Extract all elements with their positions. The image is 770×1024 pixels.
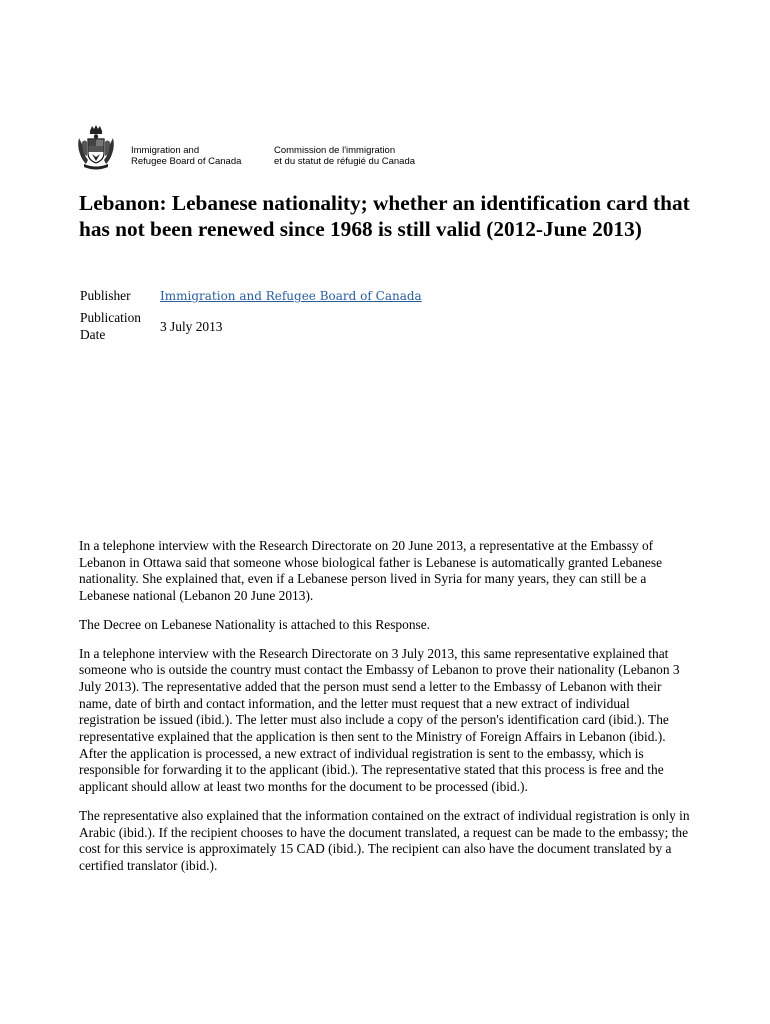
- org-name-en: [131, 145, 241, 167]
- canada-coat-of-arms-icon: [76, 124, 116, 170]
- publication-date-value: 3 July 2013: [160, 319, 223, 334]
- page-header: [76, 124, 696, 170]
- publisher-label: Publisher: [80, 288, 131, 303]
- org-name-fr-line2: et du statut de réfugié du Canada: [274, 156, 416, 167]
- paragraph: In a telephone interview with the Research Directorate on 3 July 2013, this same representative explained that someone who is outside the country must contact the Embassy of Lebanon to prove their nationality (Lebanon 3 July 2013). The representative added that the person must send a letter to the Embassy of Lebanon with their name, date of birth and contact information, and the letter must request that a new extract of individual registration be issued (ibid.). The letter must also include a copy of the person's identification card (ibid.). The representative explained that the application is then sent to the Ministry of Foreign Affairs in Lebanon (ibid.). After the application is processed, a new extract of individual registration is sent to the embassy, which is responsible for forwarding it to the applicant (ibid.). The representative stated that this process is free and the applicant should allow at least two months for the document to be processed (ibid.).: [79, 645, 680, 795]
- org-name-en-line1: Immigration and: [131, 145, 200, 156]
- publication-date-label-line2: Date: [80, 326, 106, 342]
- paragraph: The representative also explained that the information contained on the extract of individual registration is only in Arabic (ibid.). If the recipient chooses to have the document translated, a request can be made to the embassy; the cost for this service is approximately 15 CAD (ibid.). The recipient can also have the document translated by a certified translator (ibid.).: [79, 807, 690, 873]
- document-title: Lebanon: Lebanese nationality; whether an identification card that has not been renewed since 1968 is still valid (2012-June 2013): [79, 191, 690, 241]
- org-name-fr: [274, 145, 415, 167]
- publisher-link[interactable]: Immigration and Refugee Board of Canada: [160, 289, 422, 303]
- paragraph: In a telephone interview with the Research Directorate on 20 June 2013, a representative at the Embassy of Lebanon in Ottawa said that someone whose biological father is Lebanese is automatically granted Lebanese nationality. She explained that, even if a Lebanese person lived in Syria for many years, they can still be a Lebanese national (Lebanon 20 June 2013).: [79, 538, 663, 604]
- publication-date-label: [80, 310, 156, 343]
- org-name-en-line2: Refugee Board of Canada: [131, 156, 242, 167]
- org-name-fr-line1: Commission de l'immigration: [274, 145, 396, 156]
- paragraph: The Decree on Lebanese Nationality is attached to this Response.: [79, 616, 431, 632]
- document-body: [79, 538, 691, 887]
- publication-date-label-line1: Publication: [80, 310, 141, 325]
